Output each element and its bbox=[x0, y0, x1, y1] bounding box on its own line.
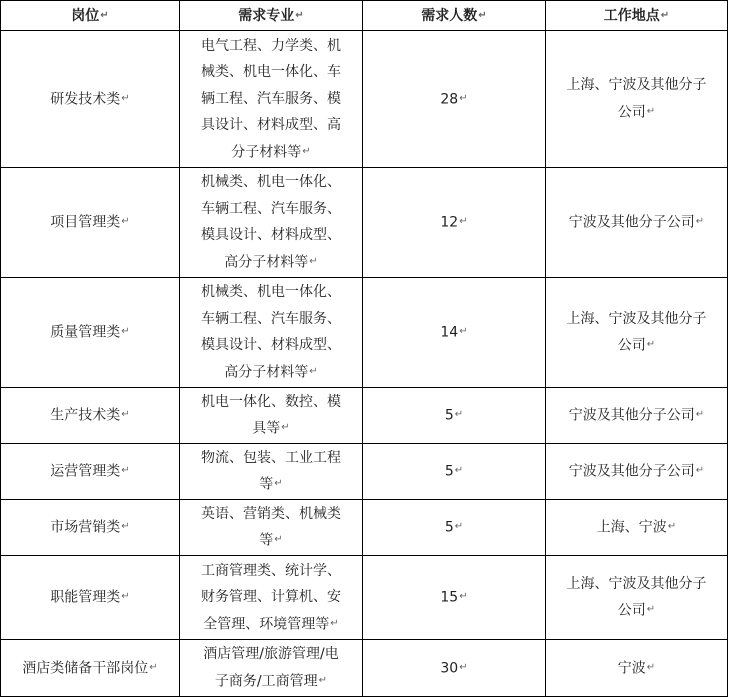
major-line: 车辆工程、汽车服务、 bbox=[201, 310, 341, 327]
return-mark-icon: ↵ bbox=[121, 92, 130, 104]
table-row bbox=[1, 31, 728, 168]
return-mark-icon: ↵ bbox=[149, 661, 158, 673]
location-line: 公司↵ bbox=[617, 104, 656, 121]
position-text: 酒店类储备干部岗位 bbox=[22, 659, 149, 676]
location-line: 上海、宁波及其他分子 bbox=[566, 77, 707, 94]
return-mark-icon: ↵ bbox=[667, 521, 677, 533]
major-line: 工商管理类、统计学、 bbox=[201, 562, 341, 579]
position-text: 运营管理类 bbox=[50, 463, 121, 480]
header-location: 工作地点↵ bbox=[546, 1, 728, 31]
return-mark-icon: ↵ bbox=[695, 216, 705, 228]
cell-count bbox=[363, 278, 546, 388]
cell-position bbox=[1, 278, 180, 388]
cell-position bbox=[1, 500, 180, 556]
location-line: 上海、宁波↵ bbox=[596, 519, 677, 536]
return-mark-icon: ↵ bbox=[695, 409, 705, 421]
cell-count bbox=[363, 556, 546, 640]
location-line: 宁波及其他分子公司↵ bbox=[568, 463, 705, 480]
location-line: 上海、宁波及其他分子 bbox=[566, 575, 707, 592]
cell-position bbox=[1, 388, 180, 444]
location-line: 公司↵ bbox=[617, 337, 656, 354]
cell-location bbox=[546, 31, 728, 168]
major-line: 财务管理、计算机、安 bbox=[201, 589, 341, 606]
return-mark-icon: ↵ bbox=[318, 674, 328, 686]
position-text: 质量管理类 bbox=[50, 324, 121, 341]
cell-count bbox=[363, 444, 546, 500]
cell-position bbox=[1, 168, 180, 278]
table-row bbox=[1, 168, 728, 278]
location-line: 上海、宁波及其他分子 bbox=[566, 310, 707, 327]
return-mark-icon: ↵ bbox=[121, 326, 130, 338]
table-row bbox=[1, 556, 728, 640]
header-count: 需求人数↵ bbox=[363, 1, 546, 31]
cell-location bbox=[546, 500, 728, 556]
count-text: 30 bbox=[440, 659, 459, 676]
return-mark-icon: ↵ bbox=[459, 92, 468, 104]
return-mark-icon: ↵ bbox=[646, 661, 656, 673]
major-line: 机械类、机电一体化、 bbox=[201, 284, 341, 301]
header-position: 岗位↵ bbox=[1, 1, 180, 31]
major-line: 电气工程、力学类、机 bbox=[201, 37, 341, 54]
cell-count bbox=[363, 388, 546, 444]
return-mark-icon: ↵ bbox=[302, 145, 311, 157]
table-row bbox=[1, 278, 728, 388]
return-mark-icon: ↵ bbox=[309, 255, 318, 267]
return-mark-icon: ↵ bbox=[454, 409, 464, 421]
cell-location bbox=[546, 556, 728, 640]
major-line: 具等↵ bbox=[252, 420, 290, 437]
return-mark-icon: ↵ bbox=[454, 465, 464, 477]
cell-location bbox=[546, 168, 728, 278]
return-mark-icon: ↵ bbox=[281, 422, 290, 434]
return-mark-icon: ↵ bbox=[121, 521, 130, 533]
return-mark-icon: ↵ bbox=[295, 9, 304, 21]
cell-major bbox=[180, 556, 363, 640]
return-mark-icon: ↵ bbox=[459, 591, 468, 603]
return-mark-icon: ↵ bbox=[454, 521, 464, 533]
count-text: 5 bbox=[444, 519, 454, 536]
cell-location bbox=[546, 278, 728, 388]
table-body bbox=[1, 31, 728, 697]
table-row bbox=[1, 388, 728, 444]
major-line: 高分子材料等↵ bbox=[224, 254, 318, 271]
position-text: 生产技术类 bbox=[50, 407, 121, 424]
major-line: 械类、机电一体化、车 bbox=[201, 64, 341, 81]
table-header-row bbox=[1, 1, 728, 31]
count-text: 12 bbox=[440, 214, 459, 231]
return-mark-icon: ↵ bbox=[646, 339, 656, 351]
cell-position bbox=[1, 444, 180, 500]
location-line: 宁波↵ bbox=[617, 659, 656, 676]
cell-position bbox=[1, 640, 180, 697]
major-line: 模具设计、材料成型、 bbox=[201, 337, 341, 354]
return-mark-icon: ↵ bbox=[274, 478, 283, 490]
return-mark-icon: ↵ bbox=[121, 591, 130, 603]
return-mark-icon: ↵ bbox=[121, 216, 130, 228]
major-line: 子商务/工商管理↵ bbox=[214, 673, 328, 690]
cell-major bbox=[180, 500, 363, 556]
cell-major bbox=[180, 168, 363, 278]
major-line: 机电一体化、数控、模 bbox=[201, 393, 341, 410]
return-mark-icon: ↵ bbox=[478, 9, 487, 21]
cell-major bbox=[180, 31, 363, 168]
cell-major bbox=[180, 278, 363, 388]
location-line: 公司↵ bbox=[617, 602, 656, 619]
header-major: 需求专业↵ bbox=[180, 1, 363, 31]
cell-count bbox=[363, 168, 546, 278]
major-line: 英语、营销类、机械类 bbox=[201, 505, 341, 522]
cell-position bbox=[1, 556, 180, 640]
count-text: 28 bbox=[440, 90, 459, 107]
count-text: 5 bbox=[444, 463, 454, 480]
cell-location bbox=[546, 388, 728, 444]
position-text: 研发技术类 bbox=[50, 90, 121, 107]
cell-major bbox=[180, 444, 363, 500]
location-line: 宁波及其他分子公司↵ bbox=[568, 407, 705, 424]
return-mark-icon: ↵ bbox=[330, 617, 339, 629]
major-line: 全管理、环境管理等↵ bbox=[203, 615, 339, 632]
return-mark-icon: ↵ bbox=[274, 534, 283, 546]
major-line: 车辆工程、汽车服务、 bbox=[201, 200, 341, 217]
cell-major bbox=[180, 640, 363, 697]
major-line: 具设计、材料成型、高 bbox=[201, 117, 341, 134]
major-line: 酒店管理/旅游管理/电 bbox=[203, 646, 339, 663]
return-mark-icon: ↵ bbox=[121, 409, 130, 421]
table-row bbox=[1, 500, 728, 556]
return-mark-icon: ↵ bbox=[459, 216, 468, 228]
major-line: 等↵ bbox=[259, 476, 283, 493]
major-line: 等↵ bbox=[259, 532, 283, 549]
major-line: 机械类、机电一体化、 bbox=[201, 174, 341, 191]
return-mark-icon: ↵ bbox=[646, 105, 656, 117]
return-mark-icon: ↵ bbox=[459, 661, 468, 673]
major-line: 高分子材料等↵ bbox=[224, 364, 318, 381]
count-text: 15 bbox=[440, 589, 459, 606]
return-mark-icon: ↵ bbox=[121, 465, 130, 477]
major-line: 模具设计、材料成型、 bbox=[201, 227, 341, 244]
cell-count bbox=[363, 640, 546, 697]
table-row bbox=[1, 444, 728, 500]
count-text: 5 bbox=[444, 407, 454, 424]
return-mark-icon: ↵ bbox=[309, 365, 318, 377]
major-line: 物流、包装、工业工程 bbox=[201, 449, 341, 466]
return-mark-icon: ↵ bbox=[695, 465, 705, 477]
return-mark-icon: ↵ bbox=[100, 9, 109, 21]
cell-location bbox=[546, 640, 728, 697]
cell-location bbox=[546, 444, 728, 500]
major-line: 辆工程、汽车服务、模 bbox=[201, 90, 341, 107]
major-line: 分子材料等↵ bbox=[231, 143, 311, 160]
cell-major bbox=[180, 388, 363, 444]
cell-count bbox=[363, 500, 546, 556]
table-row bbox=[1, 640, 728, 697]
return-mark-icon: ↵ bbox=[646, 604, 656, 616]
count-text: 14 bbox=[440, 324, 459, 341]
position-text: 市场营销类 bbox=[50, 519, 121, 536]
return-mark-icon: ↵ bbox=[660, 9, 670, 21]
position-text: 职能管理类 bbox=[50, 589, 121, 606]
return-mark-icon: ↵ bbox=[459, 326, 468, 338]
location-line: 宁波及其他分子公司↵ bbox=[568, 214, 705, 231]
position-text: 项目管理类 bbox=[50, 214, 121, 231]
cell-position bbox=[1, 31, 180, 168]
cell-count bbox=[363, 31, 546, 168]
